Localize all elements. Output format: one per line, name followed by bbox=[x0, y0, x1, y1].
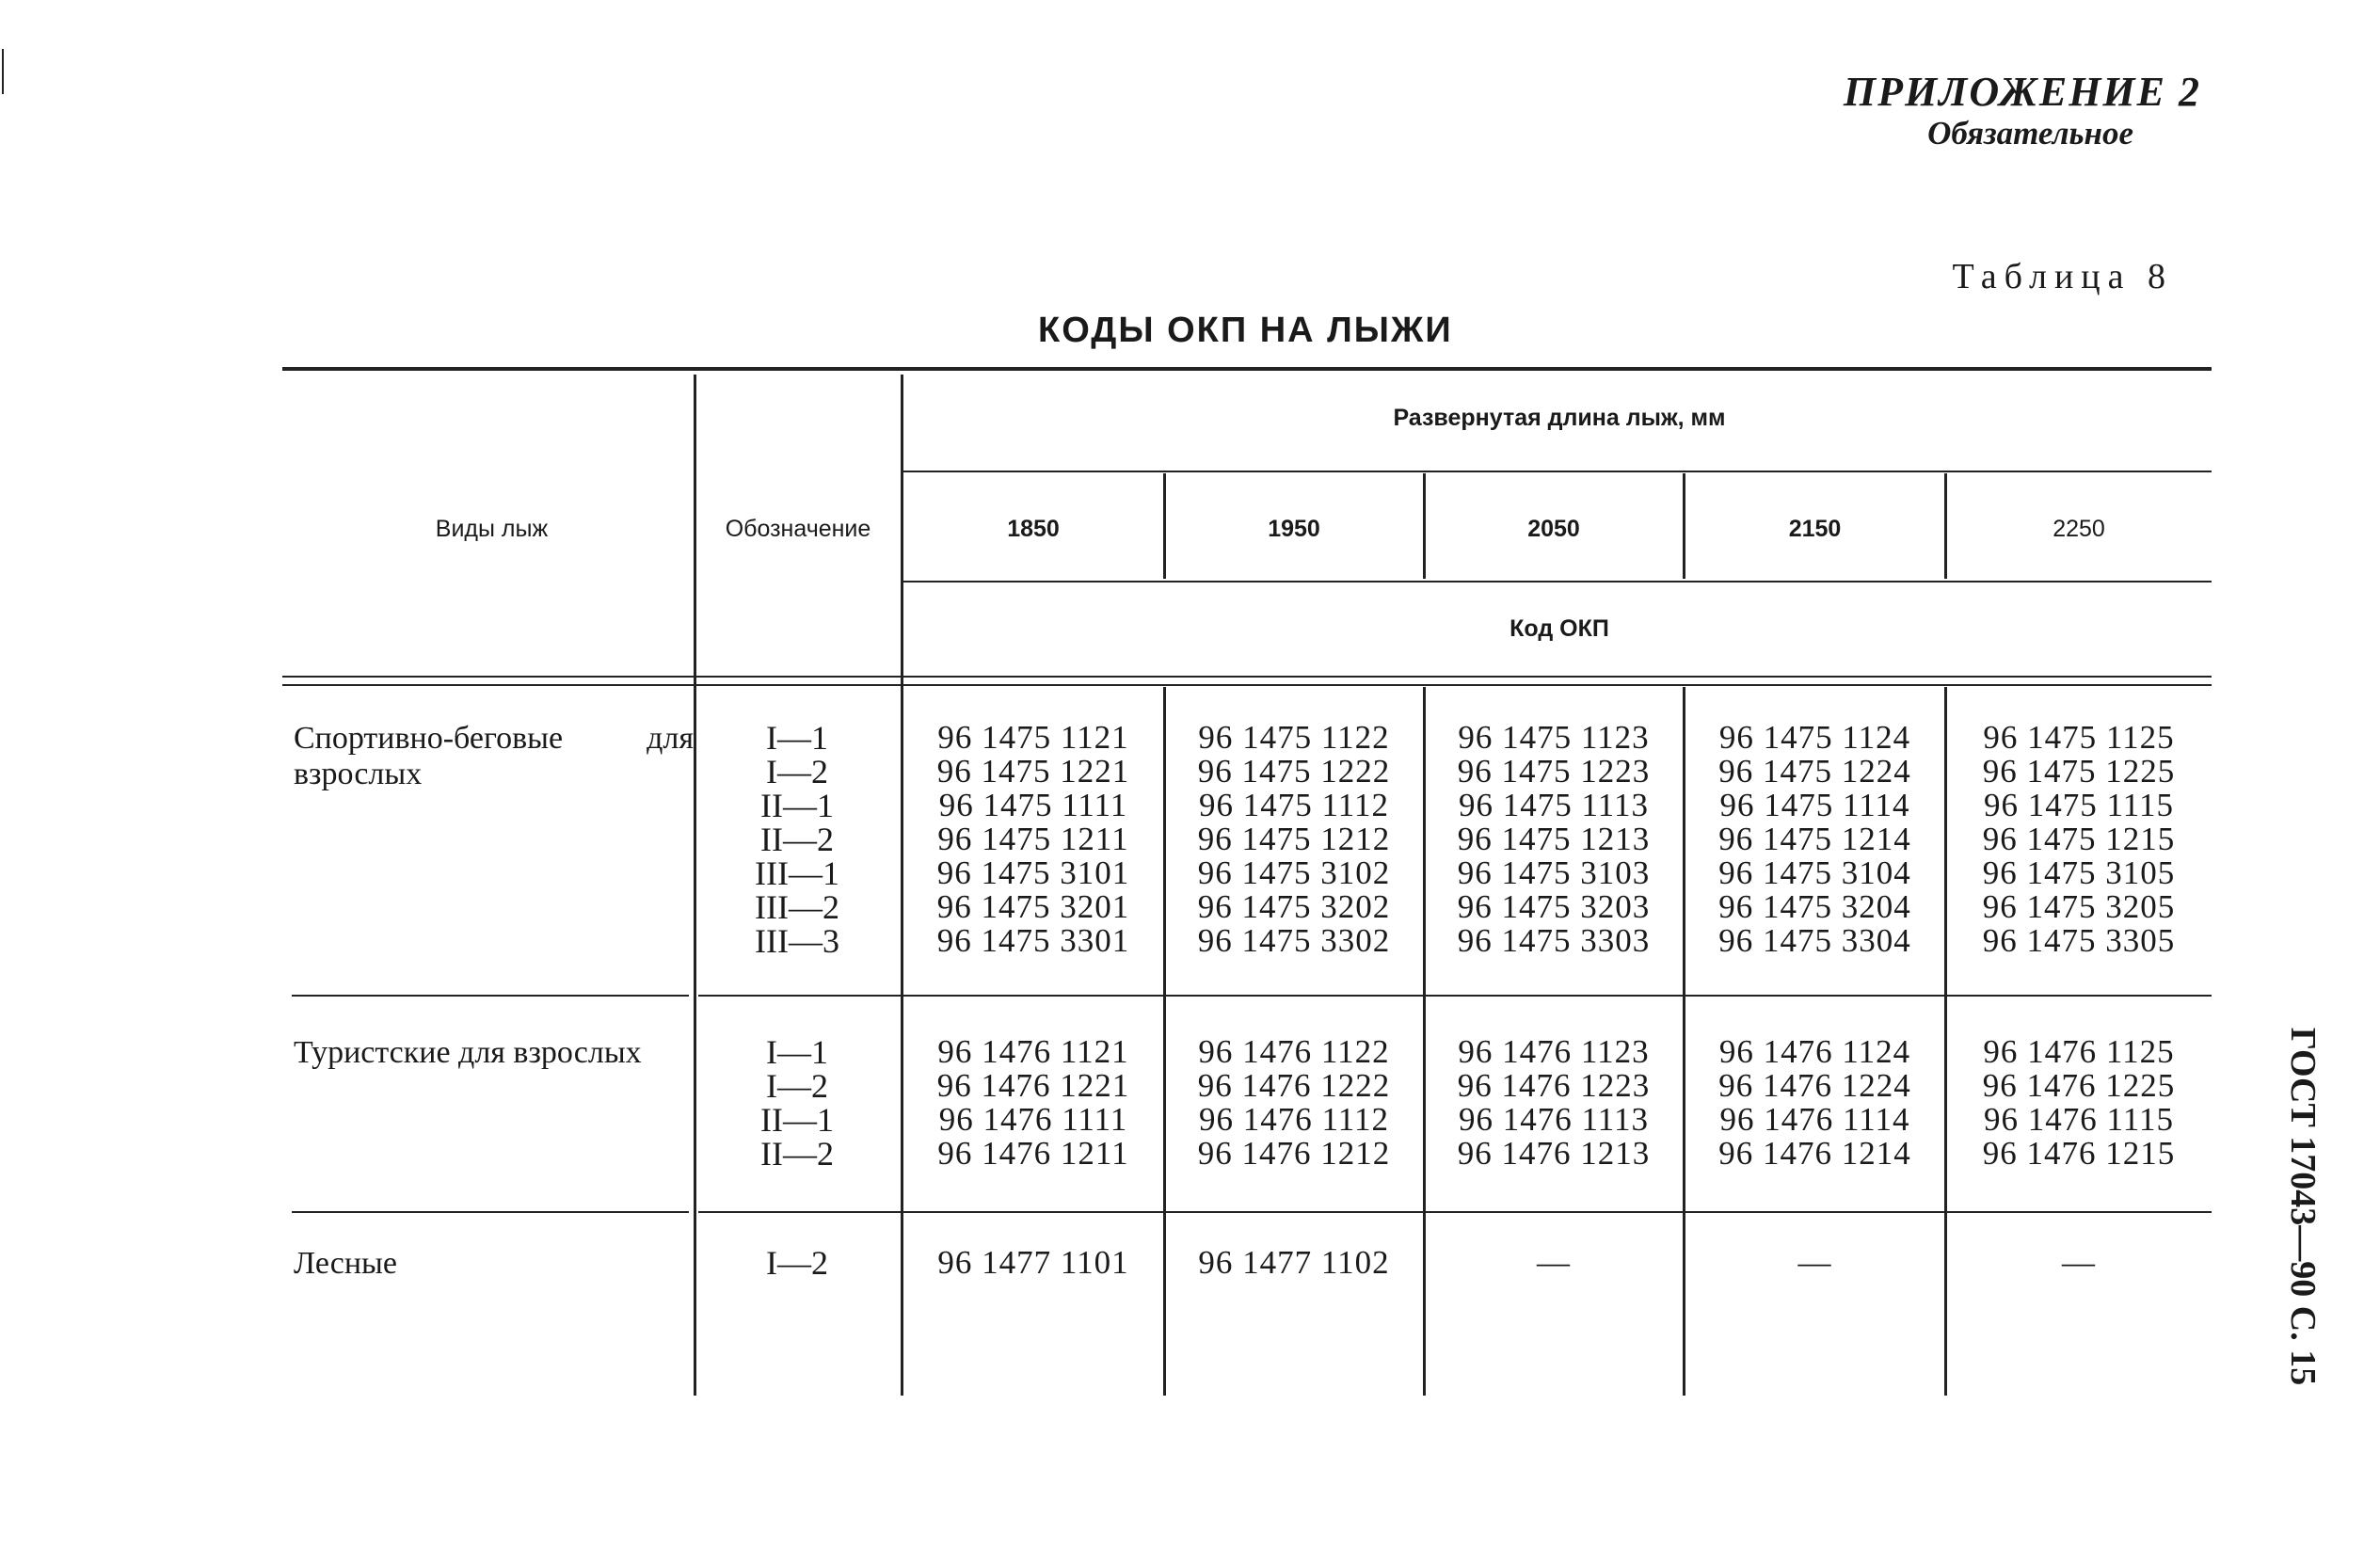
cell-line: 96 1475 1114 bbox=[1719, 787, 1910, 823]
cell-line: 96 1476 1213 bbox=[1457, 1135, 1651, 1172]
header-length-1950: 1950 bbox=[1268, 516, 1320, 542]
row-codes-2250 bbox=[1947, 721, 2211, 958]
appendix-title: ПРИЛОЖЕНИЕ 2 bbox=[1843, 69, 2201, 115]
cell-line: 96 1476 1114 bbox=[1719, 1101, 1910, 1138]
cell-line: — bbox=[1537, 1244, 1571, 1281]
row-codes-2050 bbox=[1426, 721, 1682, 958]
cell-line: — bbox=[2062, 1244, 2096, 1281]
side-label-text: ГОСТ 17043—90 С. 15 bbox=[2283, 1027, 2323, 1386]
cell-line: 96 1475 1112 bbox=[1199, 787, 1389, 823]
length-group-rule bbox=[903, 471, 2212, 472]
cell-line: 96 1475 1221 bbox=[936, 753, 1130, 790]
cell-line: 96 1475 1212 bbox=[1197, 821, 1391, 857]
group-rule-2-left bbox=[292, 1211, 689, 1213]
cell-line: 96 1476 1121 bbox=[937, 1033, 1129, 1070]
row-codes-1850 bbox=[905, 1246, 1161, 1280]
cell-line: 96 1475 1121 bbox=[937, 719, 1129, 756]
cell-line: 96 1476 1111 bbox=[938, 1101, 1128, 1138]
cell-line: 96 1476 1212 bbox=[1197, 1135, 1391, 1172]
table-top-rule bbox=[282, 367, 2212, 371]
cell-line: 96 1475 1111 bbox=[938, 787, 1128, 823]
cell-line: 96 1476 1225 bbox=[1982, 1067, 2176, 1104]
header-length-2150: 2150 bbox=[1788, 516, 1842, 542]
cell-line: III—2 bbox=[755, 888, 839, 926]
cell-line: 96 1476 1223 bbox=[1457, 1067, 1651, 1104]
group-rule-1-left bbox=[292, 995, 689, 997]
cell-line: 96 1475 1223 bbox=[1457, 753, 1651, 790]
cell-line: 96 1475 1113 bbox=[1459, 787, 1649, 823]
cell-line: 96 1476 1125 bbox=[1983, 1033, 2175, 1070]
cell-line: I—2 bbox=[766, 753, 828, 790]
cell-line: 96 1475 3201 bbox=[936, 888, 1130, 925]
group-rule-2-right bbox=[698, 1211, 2212, 1213]
row-designation bbox=[703, 721, 891, 958]
row-codes-1850 bbox=[905, 721, 1161, 958]
cell-line: I—1 bbox=[766, 1033, 828, 1071]
cell-line: 96 1475 1123 bbox=[1458, 719, 1650, 756]
cell-line: 96 1476 1113 bbox=[1459, 1101, 1649, 1138]
header-bottom-rule-2 bbox=[282, 684, 2212, 686]
row-codes-2050 bbox=[1426, 1246, 1682, 1280]
row-designation bbox=[703, 1246, 891, 1280]
cell-line: 96 1475 1115 bbox=[1984, 787, 2174, 823]
cell-line: II—2 bbox=[760, 1135, 834, 1173]
cell-line: II—1 bbox=[760, 1101, 834, 1139]
cell-line: 96 1476 1222 bbox=[1197, 1067, 1391, 1104]
cell-line: I—1 bbox=[766, 719, 828, 757]
cell-line: 96 1476 1215 bbox=[1982, 1135, 2176, 1172]
cell-line: 96 1475 3205 bbox=[1982, 888, 2176, 925]
row-kind: Спортивно-беговые для взрослых bbox=[294, 721, 694, 791]
cell-line: 96 1475 3104 bbox=[1718, 854, 1911, 891]
cell-line: 96 1475 3203 bbox=[1457, 888, 1651, 925]
row-codes-1950 bbox=[1166, 1246, 1422, 1280]
cell-line: 96 1475 3305 bbox=[1982, 922, 2176, 959]
header-kind: Виды лыж bbox=[435, 516, 549, 542]
header-length-1850: 1850 bbox=[1007, 516, 1060, 542]
header-designation: Обозначение bbox=[725, 516, 871, 542]
cell-line: 96 1475 3302 bbox=[1197, 922, 1391, 959]
cell-line: I—2 bbox=[766, 1244, 828, 1282]
cell-line: 96 1476 1112 bbox=[1199, 1101, 1389, 1138]
cell-line: 96 1475 1214 bbox=[1718, 821, 1911, 857]
cell-line: 96 1477 1101 bbox=[937, 1244, 1129, 1281]
col-rule-designation bbox=[901, 375, 903, 1396]
cell-line: 96 1475 3204 bbox=[1718, 888, 1911, 925]
row-codes-2150 bbox=[1685, 1246, 1944, 1280]
table-title: КОДЫ ОКП НА ЛЫЖИ bbox=[1038, 311, 1453, 350]
cell-line: 96 1476 1224 bbox=[1718, 1067, 1911, 1104]
row-codes-1950 bbox=[1166, 1035, 1422, 1171]
cell-line: 96 1475 3105 bbox=[1982, 854, 2176, 891]
cell-line: 96 1475 1224 bbox=[1718, 753, 1911, 790]
row-kind: Лесные bbox=[294, 1246, 397, 1281]
group-rule-1-right bbox=[698, 995, 2212, 997]
row-codes-2250 bbox=[1947, 1246, 2211, 1280]
cell-line: 96 1475 1215 bbox=[1982, 821, 2176, 857]
cell-line: 96 1476 1115 bbox=[1984, 1101, 2174, 1138]
cell-line: 96 1476 1124 bbox=[1718, 1033, 1911, 1070]
row-codes-1850 bbox=[905, 1035, 1161, 1171]
cell-line: 96 1475 3304 bbox=[1718, 922, 1911, 959]
cell-line: II—1 bbox=[760, 787, 834, 824]
row-codes-1950 bbox=[1166, 721, 1422, 958]
cell-line: 96 1475 1211 bbox=[937, 821, 1129, 857]
cell-line: I—2 bbox=[766, 1067, 828, 1105]
cell-line: — bbox=[1797, 1244, 1832, 1281]
row-codes-2050 bbox=[1426, 1035, 1682, 1171]
row-designation bbox=[703, 1035, 891, 1171]
cell-line: III—1 bbox=[755, 854, 839, 892]
cell-line: 96 1475 1222 bbox=[1197, 753, 1391, 790]
row-codes-2150 bbox=[1685, 721, 1944, 958]
table-number: Таблица 8 bbox=[1952, 257, 2173, 296]
cell-line: II—2 bbox=[760, 821, 834, 858]
cell-line: 96 1477 1102 bbox=[1198, 1244, 1390, 1281]
row-codes-2150 bbox=[1685, 1035, 1944, 1171]
header-length-2250: 2250 bbox=[2053, 516, 2105, 542]
cell-line: 96 1476 1123 bbox=[1458, 1033, 1650, 1070]
cell-line: 96 1475 1213 bbox=[1457, 821, 1651, 857]
cell-line: 96 1475 3303 bbox=[1457, 922, 1651, 959]
lengths-rule bbox=[903, 581, 2212, 582]
appendix-subtitle: Обязательное bbox=[1927, 115, 2133, 152]
header-length-group: Развернутая длина лыж, мм bbox=[1393, 405, 1726, 431]
cell-line: 96 1475 3202 bbox=[1197, 888, 1391, 925]
cell-line: 96 1476 1221 bbox=[936, 1067, 1130, 1104]
cell-line: 96 1475 1122 bbox=[1198, 719, 1390, 756]
header-bottom-rule-1 bbox=[282, 676, 2212, 678]
cell-line: 96 1475 1124 bbox=[1718, 719, 1911, 756]
header-length-2050: 2050 bbox=[1527, 516, 1580, 542]
row-codes-2250 bbox=[1947, 1035, 2211, 1171]
header-code: Код ОКП bbox=[1509, 615, 1609, 642]
cell-line: 96 1475 3101 bbox=[936, 854, 1130, 891]
cell-line: III—3 bbox=[755, 922, 839, 960]
cell-line: 96 1476 1122 bbox=[1198, 1033, 1390, 1070]
cell-line: 96 1475 3103 bbox=[1457, 854, 1651, 891]
cell-line: 96 1475 1225 bbox=[1982, 753, 2176, 790]
cell-line: 96 1476 1214 bbox=[1718, 1135, 1911, 1172]
cell-line: 96 1475 3102 bbox=[1197, 854, 1391, 891]
cell-line: 96 1475 1125 bbox=[1983, 719, 2175, 756]
row-kind: Туристские для взрослых bbox=[294, 1035, 642, 1070]
cell-line: 96 1476 1211 bbox=[937, 1135, 1129, 1172]
col-rule-kind bbox=[694, 375, 696, 1396]
cell-line: 96 1475 3301 bbox=[936, 922, 1130, 959]
